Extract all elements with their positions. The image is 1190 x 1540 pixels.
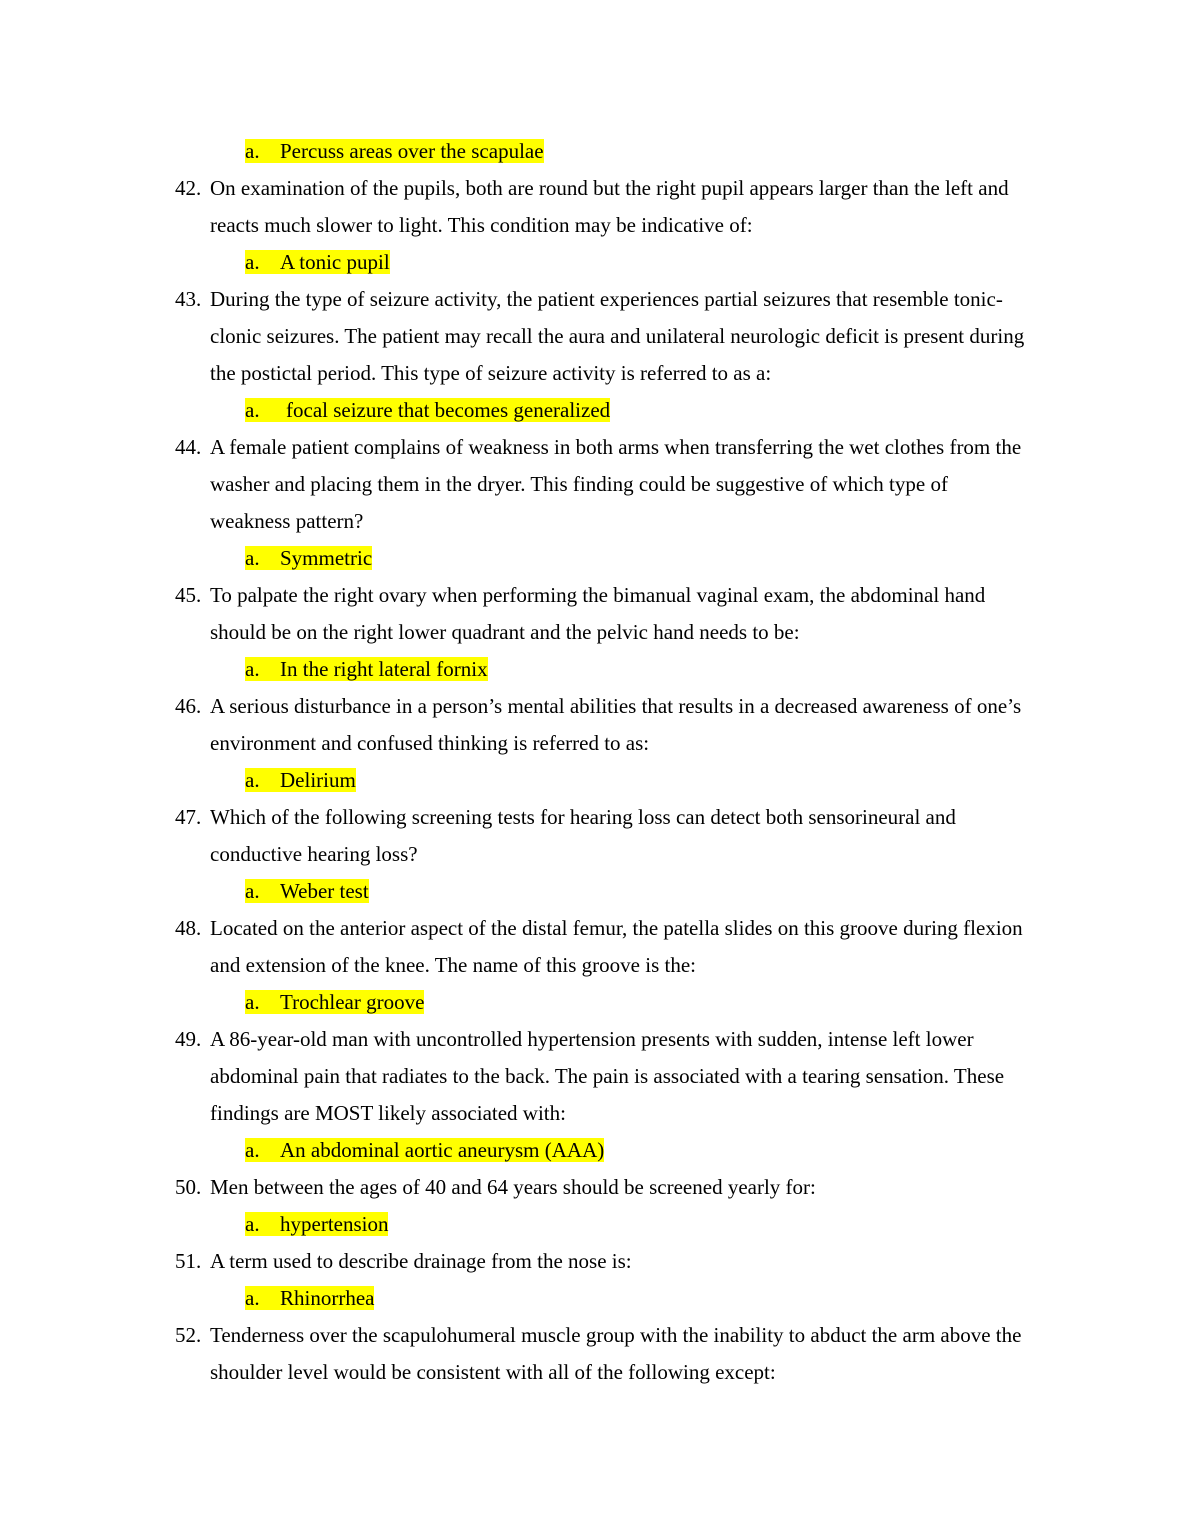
answer-letter: a. [245,139,260,163]
question-line [0,725,1190,762]
question-text: should be on the right lower quadrant and the pelvic hand needs to be: [210,620,800,644]
answer-text: hypertension [280,1212,389,1236]
question-line-first [0,1317,1190,1354]
question-number: 48. [175,916,202,940]
question-line-first [0,281,1190,318]
answer-letter: a. [245,990,260,1014]
question-text: weakness pattern? [210,509,364,533]
answer-highlight [245,657,488,681]
question-text: clonic seizures. The patient may recall the aura and unilateral neurologic deficit is present during [210,324,1025,348]
question-text: Which of the following screening tests for hearing loss can detect both sensorineural and [210,805,956,829]
question-line [0,614,1190,651]
question-text: A term used to describe drainage from the nose is: [210,1249,632,1273]
answer-text: Delirium [280,768,356,792]
question-line-first [0,910,1190,947]
answer-text: In the right lateral fornix [280,657,488,681]
answer-letter: a. [245,879,260,903]
question-line [0,947,1190,984]
answer-text: focal seizure that becomes generalized [286,398,611,422]
question-text: environment and confused thinking is referred to as: [210,731,650,755]
question-line-first [0,429,1190,466]
question-text: A 86-year-old man with uncontrolled hypertension presents with sudden, intense left lower [210,1027,974,1051]
answer-letter: a. [245,398,260,422]
question-text: On examination of the pupils, both are round but the right pupil appears larger than the left and [210,176,1009,200]
answer-text: A tonic pupil [280,250,390,274]
answer-text: Rhinorrhea [280,1286,375,1310]
question-text: Located on the anterior aspect of the distal femur, the patella slides on this groove during flexion [210,916,1023,940]
question-number: 52. [175,1323,202,1347]
answer-highlight [245,879,369,903]
answer-highlight [245,139,544,163]
question-text: A serious disturbance in a person’s mental abilities that results in a decreased awareness of one’s [210,694,1022,718]
question-line [0,836,1190,873]
question-list [0,133,1190,1391]
question-number: 49. [175,1027,202,1051]
question-number: 51. [175,1249,202,1273]
question-number: 43. [175,287,202,311]
answer-highlight [245,1138,604,1162]
question-line [0,466,1190,503]
question-line [0,318,1190,355]
answer-line [0,392,1190,429]
question-number: 46. [175,694,202,718]
question-number: 42. [175,176,202,200]
question-line [0,1354,1190,1391]
answer-letter: a. [245,1138,260,1162]
answer-letter: a. [245,546,260,570]
answer-text: Trochlear groove [280,990,425,1014]
question-line-first [0,1169,1190,1206]
question-line [0,355,1190,392]
question-number: 44. [175,435,202,459]
question-text: conductive hearing loss? [210,842,418,866]
question-text: A female patient complains of weakness in both arms when transferring the wet clothes from the [210,435,1022,459]
question-line-first [0,170,1190,207]
answer-line [0,540,1190,577]
answer-line [0,762,1190,799]
answer-highlight [245,768,356,792]
question-text: findings are MOST likely associated with: [210,1101,566,1125]
question-text: shoulder level would be consistent with all of the following except: [210,1360,776,1384]
answer-letter: a. [245,768,260,792]
answer-highlight [245,546,372,570]
question-number: 47. [175,805,202,829]
question-text: During the type of seizure activity, the patient experiences partial seizures that resemble tonic- [210,287,1003,311]
question-text: and extension of the knee. The name of this groove is the: [210,953,696,977]
answer-text: Percuss areas over the scapulae [280,139,544,163]
answer-highlight [245,1286,374,1310]
question-line [0,503,1190,540]
answer-line [0,1206,1190,1243]
answer-letter: a. [245,1286,260,1310]
answer-line [0,651,1190,688]
question-text: washer and placing them in the dryer. This finding could be suggestive of which type of [210,472,948,496]
answer-text: Symmetric [280,546,373,570]
answer-line [0,1280,1190,1317]
answer-letter: a. [245,657,260,681]
question-text: To palpate the right ovary when performing the bimanual vaginal exam, the abdominal hand [210,583,986,607]
question-number: 50. [175,1175,202,1199]
answer-letter: a. [245,1212,260,1236]
answer-line [0,873,1190,910]
question-text: Tenderness over the scapulohumeral muscle group with the inability to abduct the arm above the [210,1323,1022,1347]
question-line [0,207,1190,244]
question-line-first [0,1243,1190,1280]
question-text: abdominal pain that radiates to the back. The pain is associated with a tearing sensation. These [210,1064,1005,1088]
answer-line [0,984,1190,1021]
question-text: the postictal period. This type of seizure activity is referred to as a: [210,361,772,385]
answer-highlight [245,1212,388,1236]
answer-highlight [245,250,390,274]
answer-highlight [245,990,424,1014]
question-line [0,1095,1190,1132]
question-line-first [0,799,1190,836]
question-line [0,1058,1190,1095]
answer-letter: a. [245,250,260,274]
answer-line [0,1132,1190,1169]
answer-text: An abdominal aortic aneurysm (AAA) [280,1138,605,1162]
question-line-first [0,1021,1190,1058]
answer-text: Weber test [280,879,369,903]
answer-line [0,244,1190,281]
question-text: Men between the ages of 40 and 64 years should be screened yearly for: [210,1175,816,1199]
answer-highlight [245,398,610,422]
question-line-first [0,577,1190,614]
question-number: 45. [175,583,202,607]
question-text: reacts much slower to light. This condition may be indicative of: [210,213,753,237]
question-line-first [0,688,1190,725]
answer-line [0,133,1190,170]
